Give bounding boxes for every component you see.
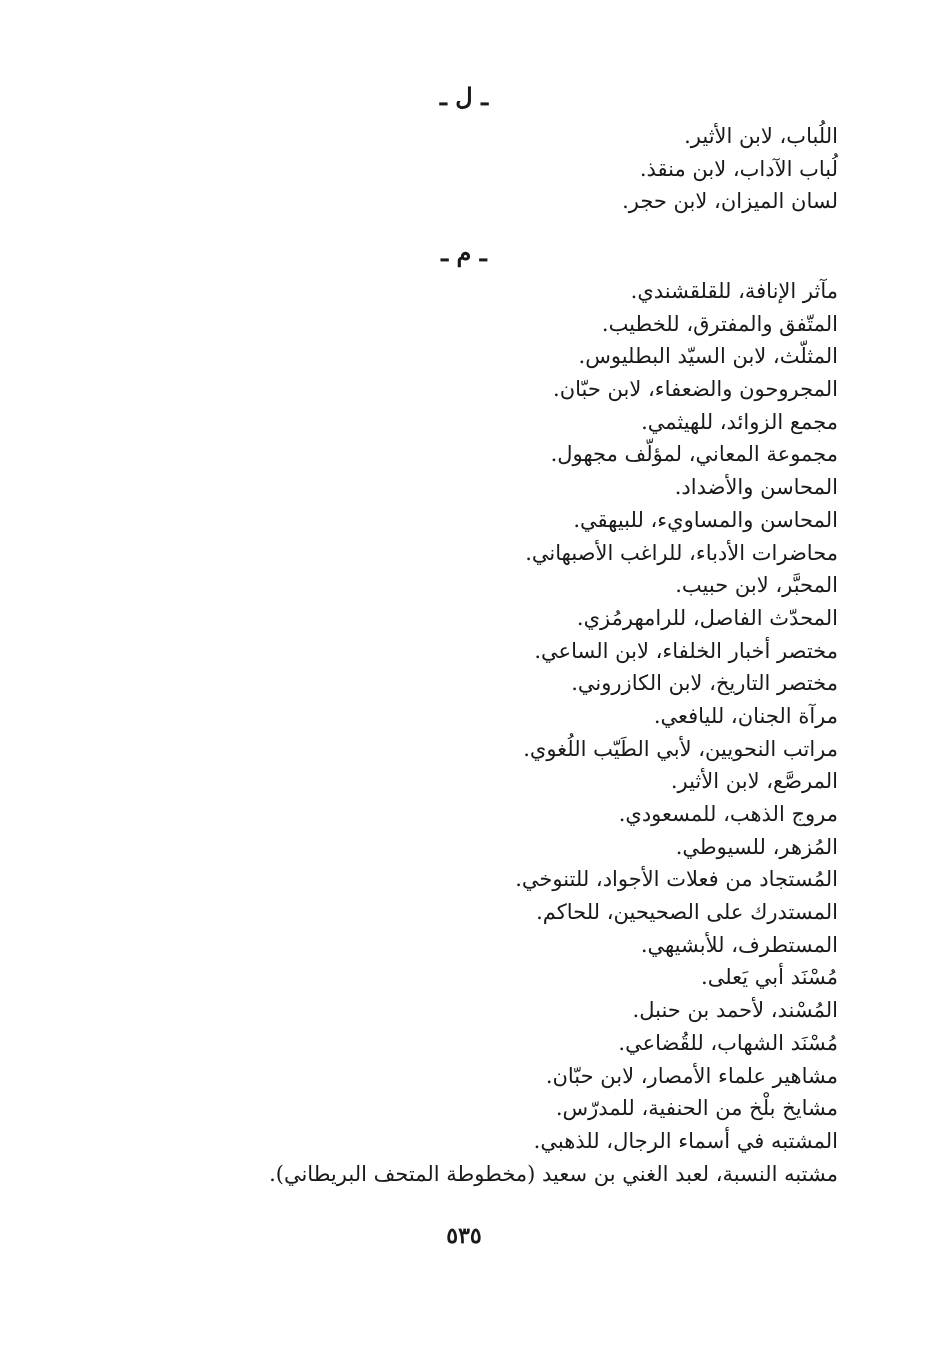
list-item: مشاهير علماء الأمصار، لابن حبّان. bbox=[545, 1063, 838, 1088]
list-item: مختصر أخبار الخلفاء، لابن الساعي. bbox=[534, 638, 838, 663]
list-item: المحدّث الفاصل، للرامهرمُزي. bbox=[576, 605, 838, 630]
list-item: مراتب النحويين، لأبي الطَيّب اللُغوي. bbox=[523, 736, 838, 761]
list-item: مرآة الجنان، لليافعي. bbox=[653, 703, 838, 728]
list-item: المحاسن والمساويء، للبيهقي. bbox=[573, 507, 838, 532]
list-item: مآثر الإنافة، للقلقشندي. bbox=[630, 279, 838, 303]
list-item: مشتبه النسبة، لعبد الغني بن سعيد (مخطوطة المتحف البريطاني). bbox=[269, 1161, 838, 1186]
list-item: مشايخ بلْخ من الحنفية، للمدرّس. bbox=[555, 1096, 838, 1121]
list-item: المتّفق والمفترق، للخطيب. bbox=[601, 311, 838, 336]
list-item: المحبَّر، لابن حبيب. bbox=[675, 573, 838, 598]
section-heading-lam: ـ ل ـ bbox=[439, 82, 489, 111]
list-item: محاضرات الأدباء، للراغب الأصبهاني. bbox=[525, 540, 838, 565]
list-item: لُباب الآداب، لابن منقذ. bbox=[639, 156, 838, 181]
list-item: المشتبه في أسماء الرجال، للذهبي. bbox=[533, 1128, 838, 1153]
list-item: المرصَّع، لابن الأثير. bbox=[670, 769, 838, 794]
list-item: مُسْنَد الشهاب، للقُضاعي. bbox=[618, 1030, 838, 1055]
list-item: المُزهر، للسيوطي. bbox=[675, 834, 838, 859]
list-item: المستدرك على الصحيحين، للحاكم. bbox=[536, 900, 838, 925]
list-item: اللُباب، لابن الأثير. bbox=[684, 124, 838, 148]
page-number: ٥٣٥ bbox=[446, 1223, 482, 1249]
list-item: مجمع الزوائد، للهيثمي. bbox=[641, 409, 838, 434]
list-item: المحاسن والأضداد. bbox=[674, 475, 838, 500]
list-item: المُستجاد من فعلات الأجواد، للتنوخي. bbox=[515, 867, 838, 892]
list-item: مُسْنَد أبي يَعلى. bbox=[701, 965, 838, 990]
section-heading-mim: ـ م ـ bbox=[441, 238, 487, 267]
list-item: لسان الميزان، لابن حجر. bbox=[622, 189, 838, 214]
entry-list-lam bbox=[238, 120, 838, 218]
entry-list-mim bbox=[238, 275, 838, 1190]
list-item: مجموعة المعاني، لمؤلّف مجهول. bbox=[550, 442, 838, 467]
list-item: المثلّث، لابن السيّد البطليوس. bbox=[578, 344, 838, 369]
list-item: مروج الذهب، للمسعودي. bbox=[618, 802, 838, 826]
list-item: مختصر التاريخ، لابن الكازروني. bbox=[571, 671, 838, 696]
list-item: المُسْند، لأحمد بن حنبل. bbox=[632, 998, 838, 1023]
list-item: المجروحون والضعفاء، لابن حبّان. bbox=[553, 377, 838, 402]
list-item: المستطرف، للأبشيهي. bbox=[640, 932, 838, 957]
